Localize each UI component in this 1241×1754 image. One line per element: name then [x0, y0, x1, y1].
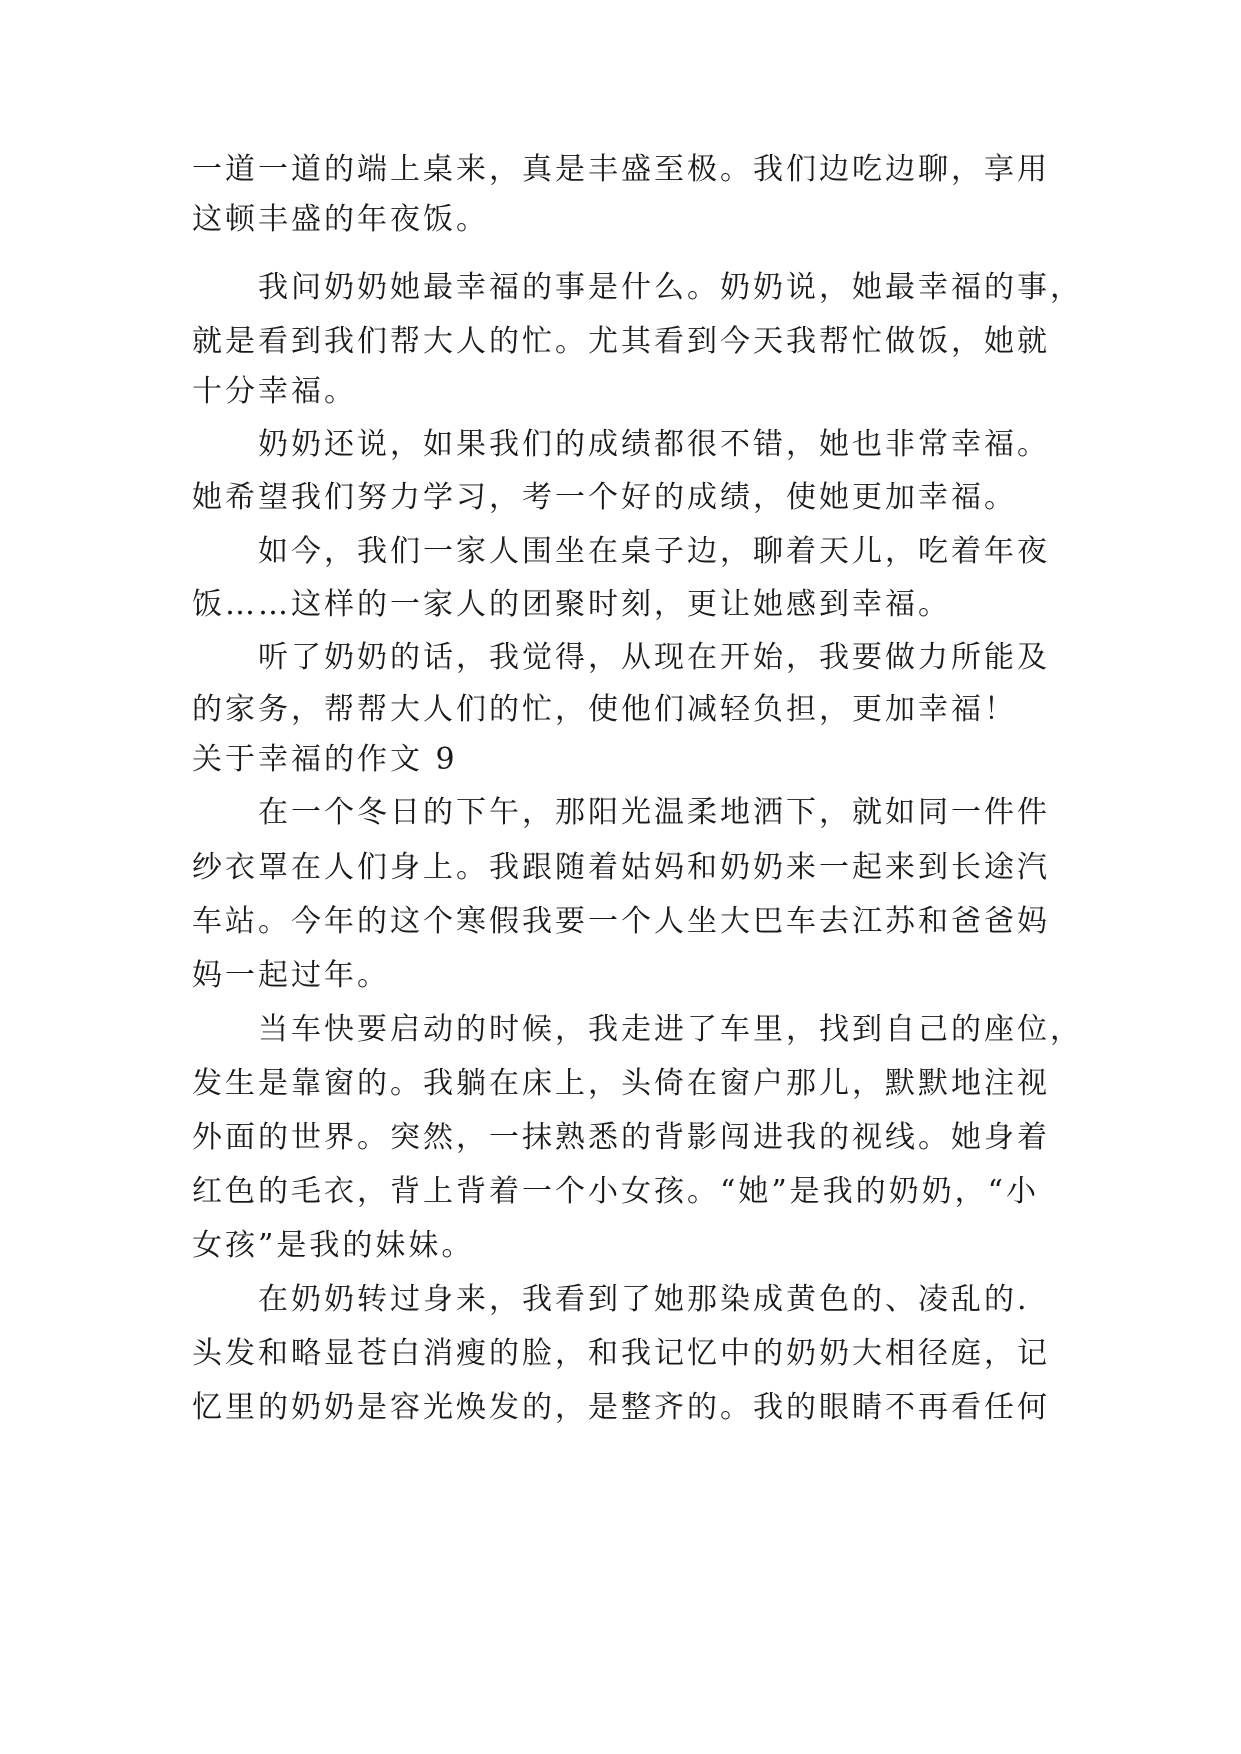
text-line: 妈一起过年。 — [192, 958, 390, 993]
paragraph-start: 在奶奶转过身来，我看到了她那染成黄色的、凌乱的. — [258, 1282, 1030, 1317]
text-line: 车站。今年的这个寒假我要一个人坐大巴车去江苏和爸爸妈 — [192, 904, 1050, 939]
text-line: 纱衣罩在人们身上。我跟随着姑妈和奶奶来一起来到长途汽 — [192, 850, 1050, 885]
text-line: 就是看到我们帮大人的忙。尤其看到今天我帮忙做饭，她就 — [192, 324, 1050, 359]
paragraph-start: 如今，我们一家人围坐在桌子边，聊着天儿，吃着年夜 — [258, 534, 1050, 569]
text-line: 十分幸福。 — [192, 374, 357, 409]
paragraph-start: 我问奶奶她最幸福的事是什么。奶奶说，她最幸福的事， — [258, 270, 1083, 305]
paragraph-start: 听了奶奶的话，我觉得，从现在开始，我要做力所能及 — [258, 640, 1050, 675]
paragraph-start: 在一个冬日的下午，那阳光温柔地洒下，就如同一件件 — [258, 795, 1050, 830]
paragraph-start: 奶奶还说，如果我们的成绩都很不错，她也非常幸福。 — [258, 427, 1050, 462]
text-line: 红色的毛衣，背上背着一个小女孩。“她”是我的奶奶，“小 — [192, 1174, 1040, 1209]
text-line: 外面的世界。突然，一抹熟悉的背影闯进我的视线。她身着 — [192, 1120, 1050, 1155]
text-line: 的家务，帮帮大人们的忙，使他们减轻负担，更加幸福！ — [192, 692, 1017, 727]
text-line: 饭……这样的一家人的团聚时刻，更让她感到幸福。 — [192, 587, 951, 622]
section-heading: 关于幸福的作文 9 — [192, 742, 458, 777]
text-line: 一道一道的端上桌来，真是丰盛至极。我们边吃边聊，享用 — [192, 152, 1050, 187]
text-line: 忆里的奶奶是容光焕发的，是整齐的。我的眼睛不再看任何 — [192, 1390, 1050, 1425]
text-line: 头发和略显苍白消瘦的脸，和我记忆中的奶奶大相径庭，记 — [192, 1336, 1050, 1371]
text-line: 发生是靠窗的。我躺在床上，头倚在窗户那儿，默默地注视 — [192, 1066, 1050, 1101]
text-line: 她希望我们努力学习，考一个好的成绩，使她更加幸福。 — [192, 480, 1017, 515]
text-line: 这顿丰盛的年夜饭。 — [192, 202, 489, 237]
text-line: 女孩”是我的妹妹。 — [192, 1228, 475, 1263]
paragraph-start: 当车快要启动的时候，我走进了车里，找到自己的座位， — [258, 1012, 1083, 1047]
